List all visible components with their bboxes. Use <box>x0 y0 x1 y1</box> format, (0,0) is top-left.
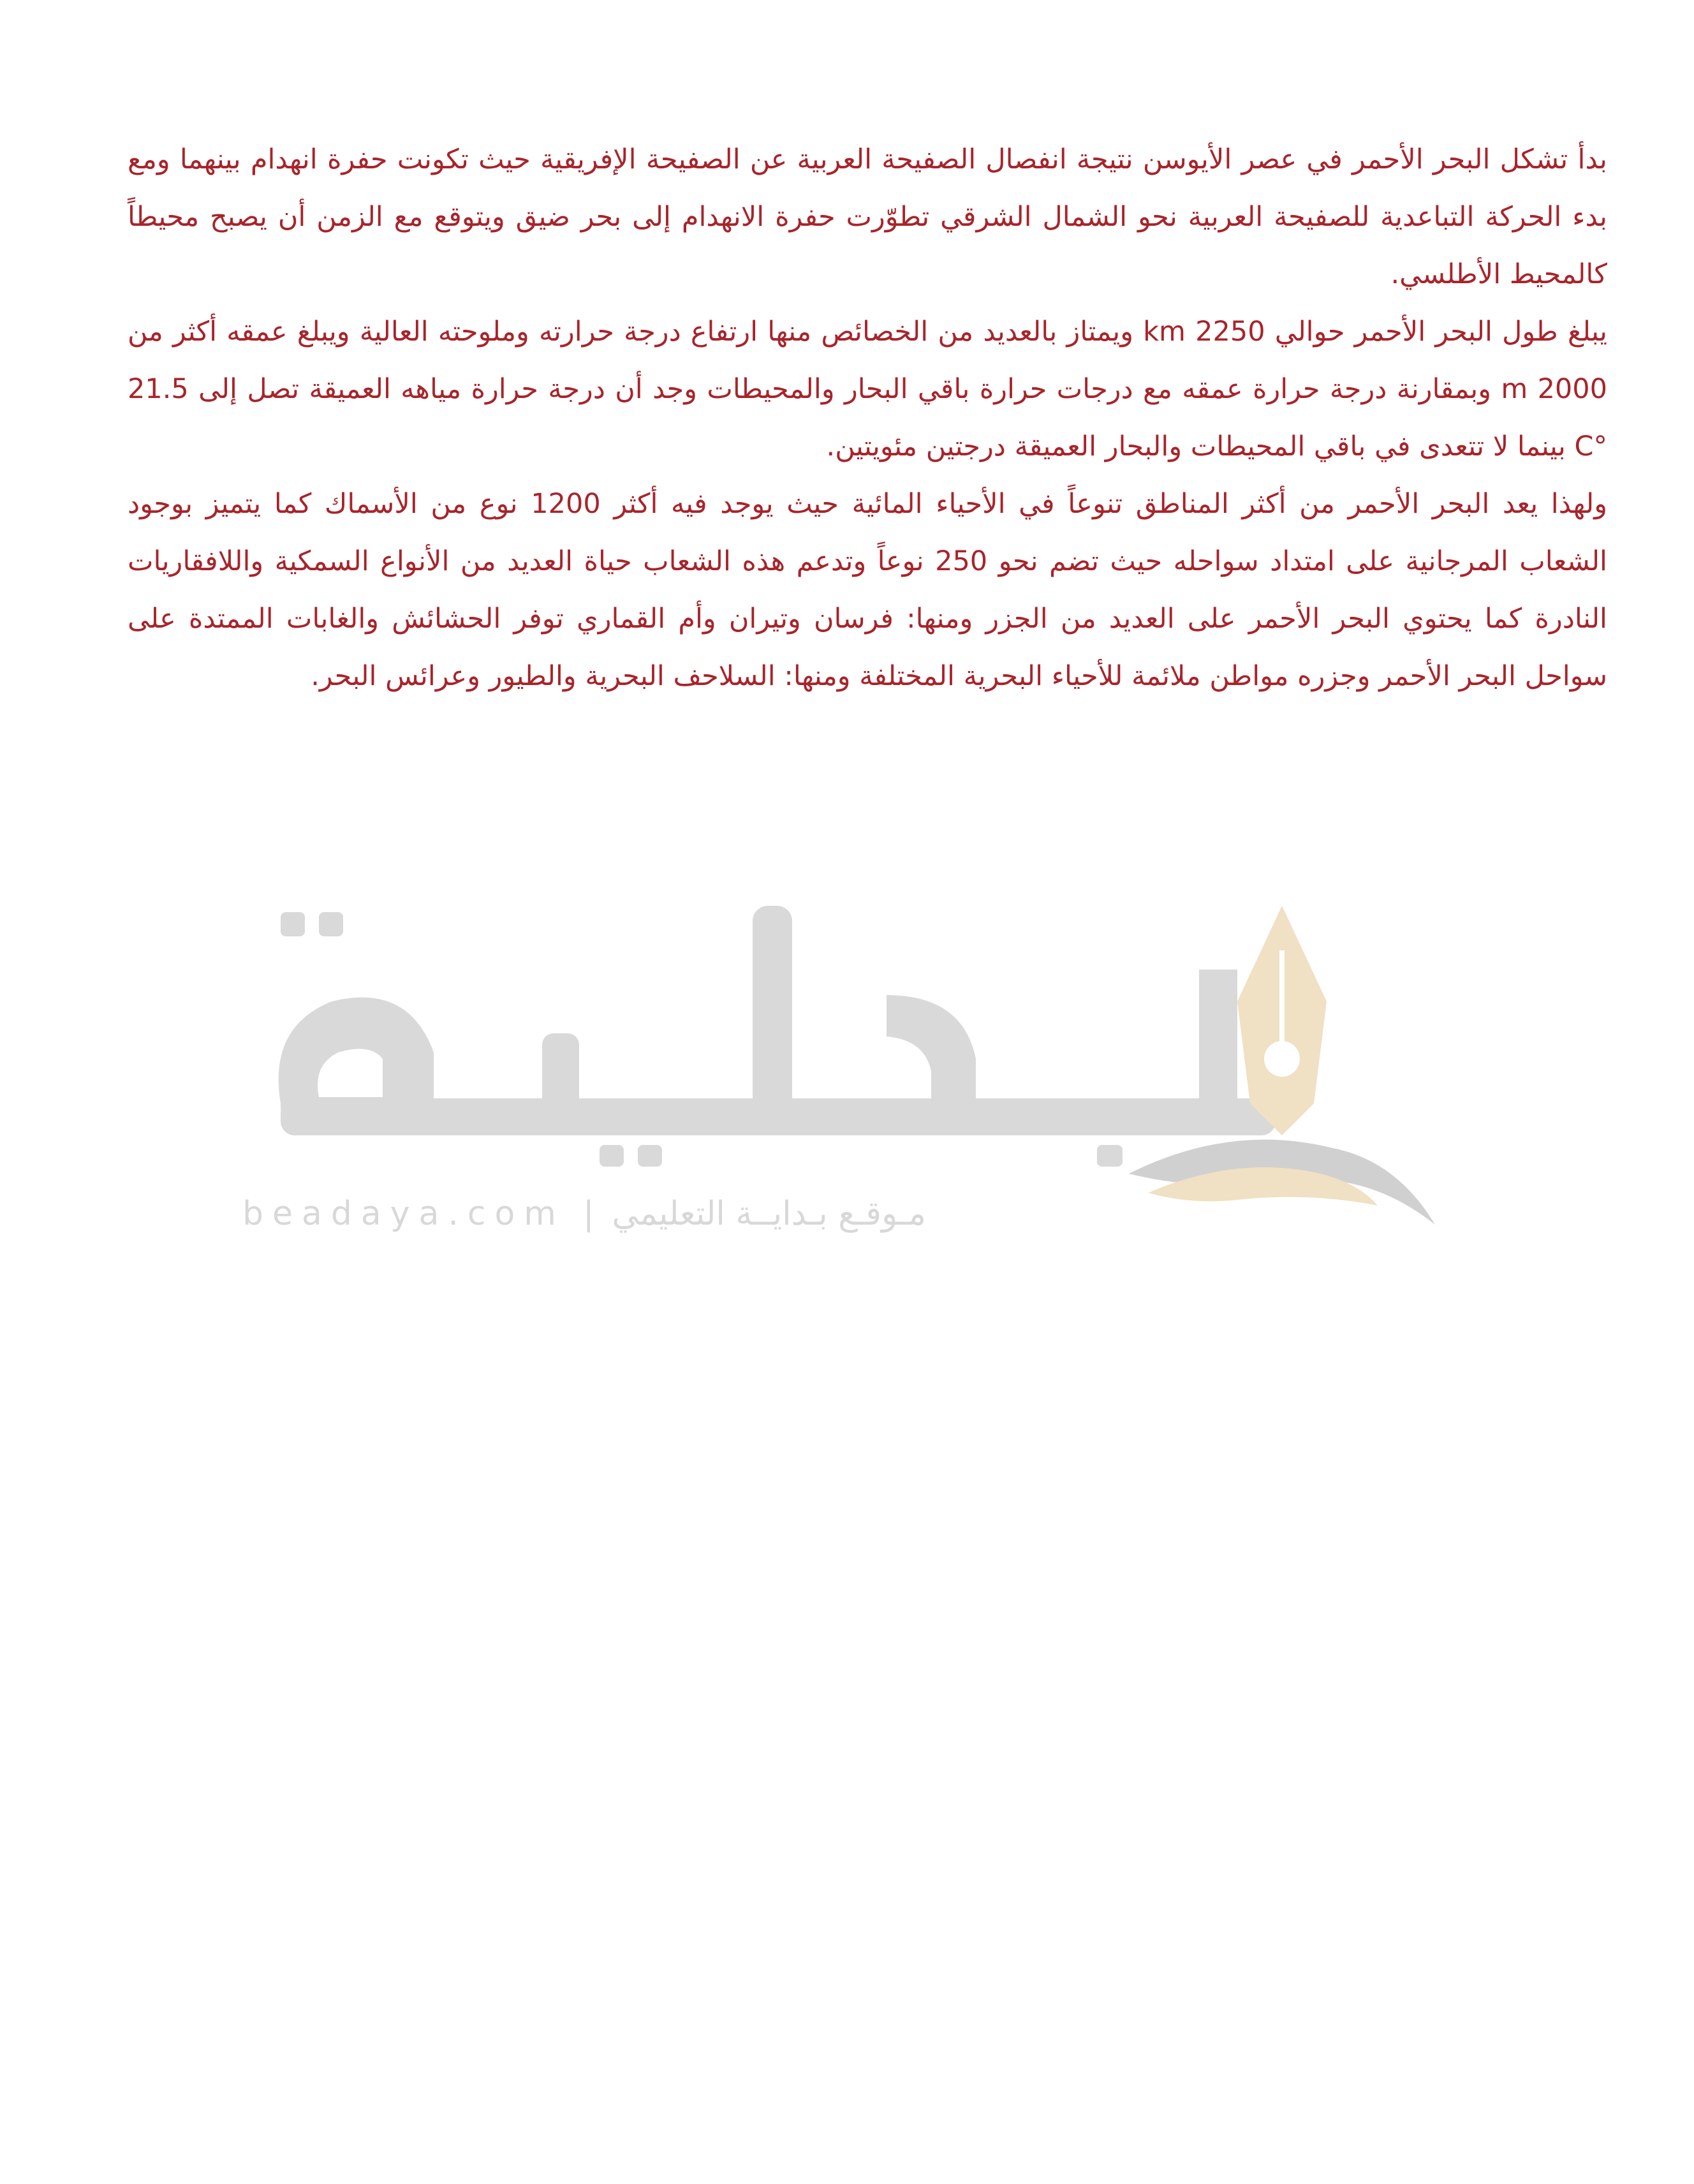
watermark-domain: beadaya.com <box>242 1195 565 1233</box>
beadaya-watermark <box>242 893 1454 1250</box>
watermark-site-name: مـوقـع بـدايــة التعليمي <box>612 1195 926 1233</box>
paragraph-properties: يبلغ طول البحر الأحمر حوالي 2250 km ويمتاز بالعديد من الخصائص منها ارتفاع درجة حرارته وملوحته العالية ويبلغ عمقه أكثر من 2000 m وبمقارنة درجة حرارة عمقه مع درجات حرارة باقي البحار والمحيطات وجد أن درجة حرارة مياهه العميقة تصل إلى 21.5 °C بينما لا تتعدى في باقي المحيطات والبحار العميقة درجتين مئويتين. <box>128 316 1608 462</box>
paragraph-biodiversity: ولهذا يعد البحر الأحمر من أكثر المناطق تنوعاً في الأحياء المائية حيث يوجد فيه أكثر 1200 نوع من الأسماك كما يتميز بوجود الشعاب المرجانية على امتداد سواحله حيث تضم نحو 250 نوعاً وتدعم هذه الشعاب حياة العديد من الأنواع السمكية واللافقاريات النادرة كما يحتوي البحر الأحمر على العديد من الجزر ومنها: فرسان وتيران وأم القماري توفر الحشائش والغابات الممتدة على سواحل البحر الأحمر وجزره مواطن ملائمة للأحياء البحرية المختلفة ومنها: السلاحف البحرية والطيور وعرائس البحر. <box>128 488 1608 692</box>
article-body <box>128 131 1607 705</box>
watermark-tagline <box>242 1192 1072 1236</box>
pen-nib-icon <box>1103 893 1448 1250</box>
paragraph-formation: بدأ تشكل البحر الأحمر في عصر الأيوسن نتيجة انفصال الصفيحة العربية عن الصفيحة الإفريقية حيث تكونت حفرة انهدام بينهما ومع بدء الحركة التباعدية للصفيحة العربية نحو الشمال الشرقي تطوّرت حفرة الانهدام إلى بحر ضيق ويتوقع مع الزمن أن يصبح محيطاً كالمحيط الأطلسي. <box>128 144 1607 290</box>
watermark-separator: | <box>582 1195 594 1233</box>
